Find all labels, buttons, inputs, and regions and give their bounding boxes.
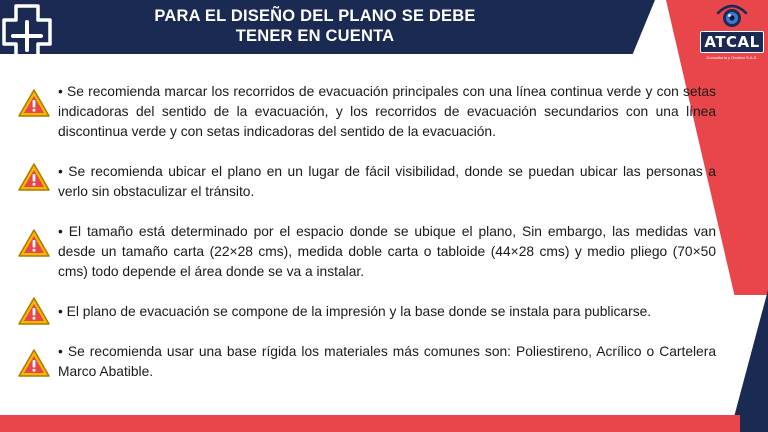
eye-icon (715, 4, 749, 30)
medical-cross-icon (2, 2, 52, 72)
warning-icon (17, 348, 51, 378)
page-title (60, 6, 570, 46)
list-item (14, 222, 716, 282)
brand-name: ATCAL (700, 31, 764, 53)
item-text: • El tamaño está determinado por el espacio donde se ubique el plano, Sin embargo, las medidas van desde un tamaño carta (22×28 cms), medida doble carta o tabloide (44×28 cms) y medio pliego (70×50 cms) todo depende el área donde se va a instalar. (58, 224, 716, 279)
right-navy-corner (730, 290, 768, 432)
item-text: • Se recomienda usar una base rígida los materiales más comunes son: Poliestireno, Acrílico o Cartelera Marco Abatible. (58, 344, 716, 379)
title-line-2: TENER EN CUENTA (235, 27, 395, 45)
title-line-1: PARA EL DISEÑO DEL PLANO SE DEBE (154, 7, 476, 25)
warning-icon (17, 88, 51, 118)
item-text: • El plano de evacuación se compone de la impresión y la base donde se instala para publicarse. (58, 304, 652, 319)
recommendations-list (14, 80, 716, 382)
item-text: • Se recomienda ubicar el plano en un lugar de fácil visibilidad, donde se puedan ubicar las personas a verlo sin obstaculizar el tránsito. (58, 164, 716, 199)
list-item (14, 82, 716, 142)
item-text: • Se recomienda marcar los recorridos de evacuación principales con una línea continua verde y con setas indicadoras del sentido de la evacuación, y los recorridos de evacuación secundarios con una línea discontinua verde y con setas indicadoras del sentido de la evacuación. (58, 84, 716, 139)
bottom-red-band (0, 415, 740, 432)
warning-icon (17, 296, 51, 326)
brand-tagline: Consultoría y Gestión S.A.S. (706, 55, 758, 60)
list-item (14, 342, 716, 382)
atcal-logo (700, 4, 764, 74)
warning-icon (17, 162, 51, 192)
list-item (14, 302, 716, 322)
list-item (14, 162, 716, 202)
warning-icon (17, 228, 51, 258)
